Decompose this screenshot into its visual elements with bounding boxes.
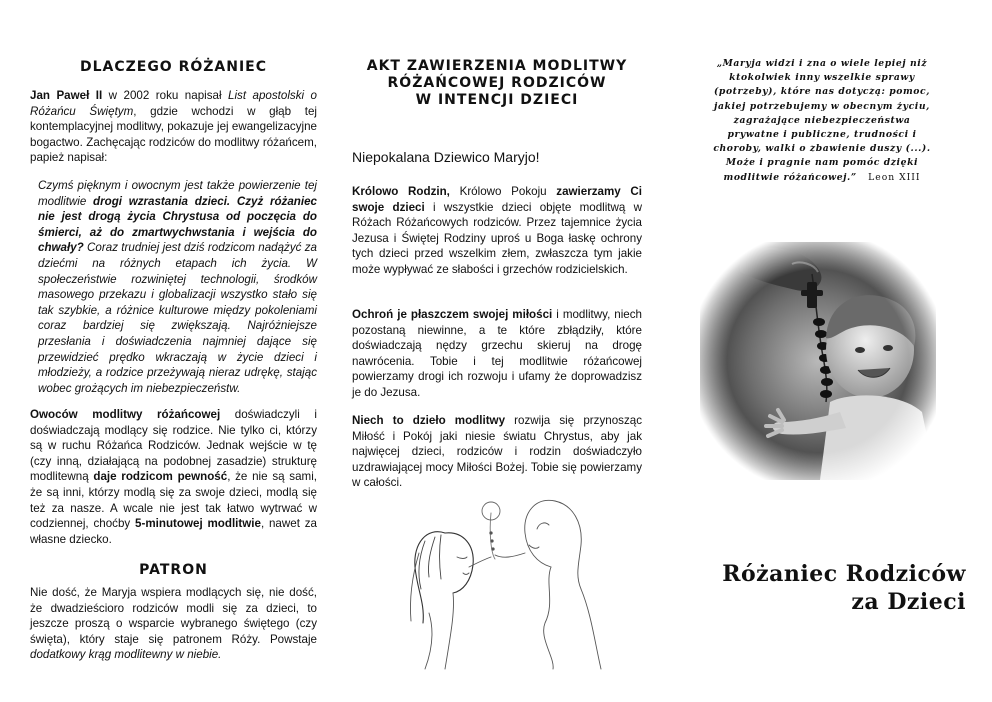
- text-run: w 2002 roku napisał: [102, 89, 228, 102]
- text-run: , że nie są sami, że są inni, którzy modlą się za swoje dzieci, modlą się też za nasze. A wcale nie jest tak łatwo wytrwać w codziennej, choćby: [30, 470, 317, 531]
- paragraph-fruits: [30, 407, 317, 547]
- paragraph-work-of-prayer: [352, 413, 642, 491]
- heading-patron: PATRON: [139, 562, 208, 578]
- text-run: Niech to dzieło modlitwy: [352, 414, 506, 427]
- paragraph-intro: [30, 88, 317, 166]
- text-run: i modlitwy, niech pozostaną niewinne, a te które zbłądziły, które doświadczają nędzy grzechu skieruj na drogę nawrócenia. Tobie i tej modlitwie różańcowej powierzamy drogi ich rozwoju i ufamy że doprowadzisz je do Jezusa.: [352, 308, 642, 399]
- quote-line-text: Może i pragnie nam pomóc dzięki: [725, 157, 919, 169]
- text-run: Coraz trudniej jest dziś rodzicom nadążyć za dziećmi na różnych etapach ich życia. W społeczeństwie rozwiniętej technologii, środków masowego przekazu i globalizacji wszystko stało się tak szybkie, a różnice kulturowe między pokoleniami coraz bardziej się zwiększają. Najróżniejsze przesłania i doświadczenia najmniej dające się przewidzieć prędko wkraczają w życie dzieci i młodzieży, a rodzice przeżywają nieraz udrękę, stając wobec grożących im niebezpieczeństw.: [38, 241, 317, 395]
- text-run: rozwija się przynosząc Miłość i Pokój jaki niesie światu Chrystus, aby jak najwięcej dzieci, rodziców i rodzin doświadczyło uzdrawiającej mocy Miłości Bożej. Tobie się powierzamy w całości.: [352, 414, 642, 490]
- heading-line: RÓŻAŃCOWEJ RODZICÓW: [387, 75, 607, 91]
- quote-line: choroby, walki o zbawienie duszy (...).: [713, 143, 931, 155]
- text-run: zawierzamy Ci swoje dzieci: [352, 185, 642, 214]
- quote-line: jakiej potrzebujemy w obecnym życiu,: [714, 100, 930, 112]
- quote-line: zagrażające niebezpieczeństwa: [733, 114, 911, 126]
- heading-why-rosary: DLACZEGO RÓŻANIEC: [79, 59, 268, 75]
- brochure-title: [650, 560, 966, 616]
- heading-line: W INTENCJI DZIECI: [415, 92, 579, 108]
- text-run: Królowo Rodzin,: [352, 185, 450, 198]
- text-run: 5-minutowej modlitwie: [135, 517, 261, 531]
- text-run: i wszystkie dzieci objęte modlitwą w Różach Różańcowych rodziców. Przez tajemnice życia Jezusa i Świętej Rodziny uproś u Boga łaskę ochrony tych dzieci przed wszelkim złem, zwłaszcza tym jakie może wypływać ze słabości i grzechów rodzicielskich.: [352, 200, 643, 276]
- paragraph-protect: [352, 307, 642, 401]
- title-line: za Dzieci: [851, 589, 966, 615]
- quote-line: ktokolwiek inny wszelkie sprawy: [729, 72, 915, 84]
- heading-line: AKT ZAWIERZENIA MODLITWY: [366, 58, 628, 74]
- paragraph-patron: [30, 585, 317, 663]
- text-run: Ochroń je płaszczem swojej miłości: [352, 308, 553, 321]
- text-run: Nie dość, że Maryja wspiera modlących się, nie dość, że dwadzieścioro rodziców modli się za dzieci, to jeszcze proszą o wsparcie wybranego świętego (czy święta), który staje się patronem Róży. Powstaje: [30, 586, 317, 646]
- quote-line: „Maryja widzi i zna o wiele lepiej niż: [716, 58, 928, 69]
- paragraph-pope-quote: [38, 178, 317, 396]
- quote-line-text: modlitwie różańcowej.”: [723, 171, 857, 183]
- quote-line: prywatne i publiczne, trudności i: [727, 129, 917, 141]
- text-run: doświadczyli i doświadczają modlący się rodzice. Nie tylko ci, którzy są w ruchu Różańca Rodziców. Jednak wejście w tę (czy inną, działającą na podobnej zasadzie) strukturę modlitewną: [30, 408, 317, 484]
- text-run: Owoców modlitwy różańcowej: [30, 408, 221, 421]
- child-with-rosary-photo: [700, 242, 936, 480]
- text-run: List apostolski o Różańcu Świętym: [30, 89, 317, 118]
- text-run: Jan Paweł II: [30, 89, 103, 102]
- quote-author: Leon XIII: [868, 171, 921, 183]
- leo-xiii-quote: [677, 57, 967, 185]
- quote-line: (potrzeby), które nas dotyczą: pomoc,: [713, 86, 931, 98]
- text-run: , gdzie wchodzi w głąb tej kontemplacyjnej modlitwy, pokazuje jej ewangelizacyjne bogactwo. Zachęcając rodziców do modlitwy różańcem, papież napisał:: [30, 104, 317, 165]
- quote-line: [677, 156, 967, 170]
- text-run: Królowo Pokoju: [449, 185, 557, 198]
- invocation: Niepokalana Dziewico Maryjo!: [352, 149, 540, 165]
- text-run: Czymś pięknym i owocnym jest także powierzenie tej modlitwie: [38, 179, 317, 208]
- text-run: dodatkowy krąg modlitewny w niebie.: [30, 648, 222, 662]
- text-run: drogi wzrastania dzieci. Czyż różaniec nie jest drogą życia Chrystusa od poczęcia do śmierci, aż do zmartwychwstania i wejścia do chwały?: [38, 194, 317, 255]
- text-run: daje rodzicom pewność: [93, 470, 228, 484]
- paragraph-queen-of-families: [352, 184, 642, 278]
- mother-child-sketch-illustration: [405, 493, 609, 671]
- title-line: Różaniec Rodziców: [722, 561, 966, 587]
- quote-line: [677, 171, 967, 185]
- heading-act-of-entrustment: [352, 58, 642, 109]
- text-run: , nawet za własne dziecko.: [30, 517, 317, 546]
